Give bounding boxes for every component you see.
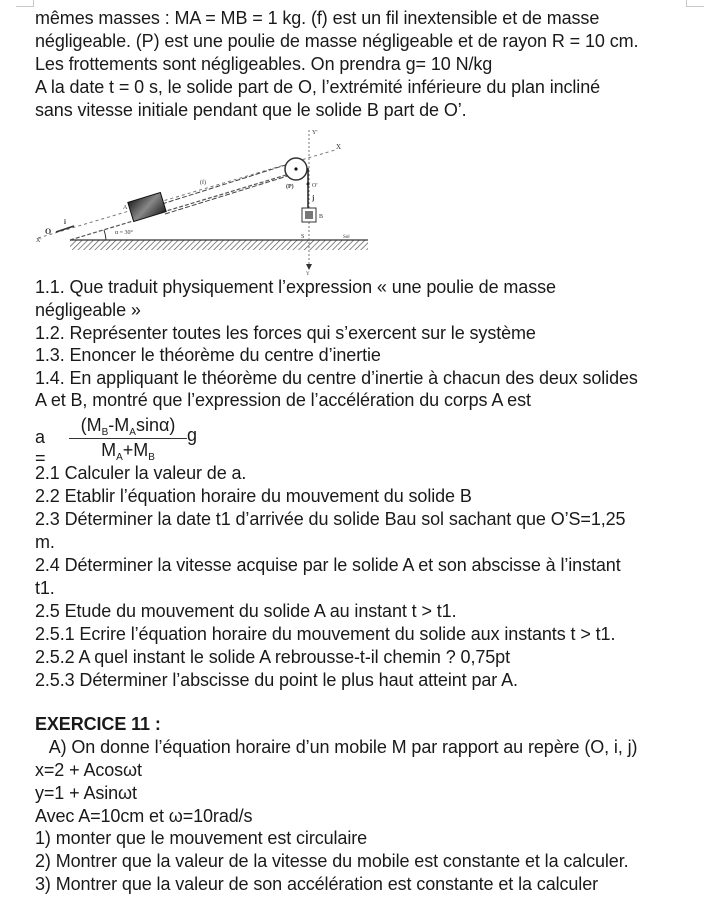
question-line: 2.1 Calculer la valeur de a.	[35, 463, 247, 483]
question-line: 2.2 Etablir l’équation horaire du mouvement du solide B	[35, 486, 472, 506]
exercise-line: Avec A=10cm et ω=10rad/s	[35, 806, 253, 826]
label-origin-o: O	[45, 227, 52, 236]
label-block-b: B	[319, 214, 324, 220]
block-b-core	[305, 211, 313, 219]
question-line: t1.	[35, 578, 55, 598]
intro-line: Les frottements sont négligeables. On prendra g= 10 N/kg	[35, 54, 493, 74]
exercise-line: 3) Montrer que la valeur de son accélération est constante et la calculer	[35, 874, 599, 894]
label-pulley: (P)	[286, 184, 294, 190]
exercise-line: 1) monter que le mouvement est circulaire	[35, 828, 368, 848]
incline-plane	[70, 172, 296, 240]
label-x-prime: X'	[36, 238, 42, 244]
label-x: X	[336, 143, 342, 151]
question-line: 1.3. Enoncer le théorème du centre d’inertie	[35, 345, 381, 365]
den-m1: M	[101, 440, 117, 460]
label-y: Y	[306, 272, 310, 277]
label-y-prime: Y'	[312, 130, 318, 136]
label-unit-i: i	[64, 218, 66, 226]
pulley-axle	[294, 167, 297, 170]
num-open: (M	[80, 415, 102, 435]
formula-lhs: a =	[35, 427, 46, 468]
question-line: 2.5 Etude du mouvement du solide A au instant t > t1.	[35, 601, 457, 621]
label-ground: Sol	[343, 235, 350, 240]
den-plus: +M	[122, 440, 149, 460]
num-close: sinα)	[135, 415, 176, 435]
question-line: négligeable »	[35, 300, 141, 320]
exercise-title: EXERCICE 11 :	[35, 714, 161, 734]
question-line: 2.5.2 A quel instant le solide A rebrousse-t-il chemin ? 0,75pt	[35, 647, 510, 667]
angle-arc	[104, 230, 106, 240]
intro-line: négligeable. (P) est une poulie de masse négligeable et de rayon R = 10 cm.	[35, 31, 639, 51]
exercise-line: y=1 + Asinωt	[35, 783, 137, 803]
exercise-line: A) On donne l’équation horaire d’un mobile M par rapport au repère (O, i, j)	[35, 737, 638, 757]
exercise-line: 2) Montrer que la valeur de la vitesse du mobile est constante et la calculer.	[35, 851, 629, 871]
exercise-line: x=2 + Acosωt	[35, 760, 142, 780]
den-sub-b: B	[148, 452, 155, 463]
wire-f-lower	[165, 174, 294, 214]
num-sub-b: B	[101, 427, 109, 438]
question-line: 2.3 Déterminer la date t1 d’arrivée du solide Bau sol sachant que O’S=1,25	[35, 509, 626, 529]
y-arrow-icon	[306, 264, 312, 270]
label-unit-j: j	[312, 194, 315, 202]
block-a	[128, 192, 166, 221]
label-angle: α = 30°	[115, 230, 133, 236]
question-line: 1.1. Que traduit physiquement l’expression « une poulie de masse	[35, 277, 556, 297]
question-line: A et B, montré que l’expression de l’accélération du corps A est	[35, 390, 531, 410]
formula-denominator	[69, 439, 187, 461]
formula-numerator	[69, 414, 187, 436]
ground-hatch	[70, 240, 368, 250]
formula-fraction	[69, 414, 187, 461]
formula-g: g	[187, 425, 198, 445]
question-line: 2.5.1 Ecrire l’équation horaire du mouvement du solide aux instants t > t1.	[35, 624, 616, 644]
num-mid: -M	[108, 415, 130, 435]
question-line: 2.4 Déterminer la vitesse acquise par le solide A et son abscisse à l’instant	[35, 555, 621, 575]
intro-line: A la date t = 0 s, le solide part de O, l’extrémité inférieure du plan incliné	[35, 77, 601, 97]
num-sub-a: A	[129, 427, 136, 438]
question-line: 1.2. Représenter toutes les forces qui s’exercent sur le système	[35, 323, 536, 343]
unit-vector-i	[56, 226, 74, 232]
intro-line: mêmes masses : MA = MB = 1 kg. (f) est un fil inextensible et de masse	[35, 8, 600, 28]
question-line: 1.4. En appliquant le théorème du centre d’inertie à chacun des deux solides	[35, 368, 638, 388]
point-o-prime	[307, 183, 310, 186]
label-wire-f: (f)	[200, 180, 206, 186]
label-point-s: S	[301, 234, 305, 240]
wire-f-upper	[162, 163, 292, 204]
intro-line: sans vitesse initiale pendant que le solide B part de O’.	[35, 100, 467, 120]
incline-pulley-diagram	[30, 122, 370, 277]
question-line: 2.5.3 Déterminer l’abscisse du point le plus haut atteint par A.	[35, 670, 518, 690]
label-o-prime: O'	[312, 183, 318, 189]
page-corner-mark-left	[16, 0, 34, 7]
question-line: m.	[35, 532, 55, 552]
page-corner-mark-right	[686, 0, 704, 7]
den-sub-a: A	[116, 452, 123, 463]
label-block-a: A	[123, 205, 128, 211]
